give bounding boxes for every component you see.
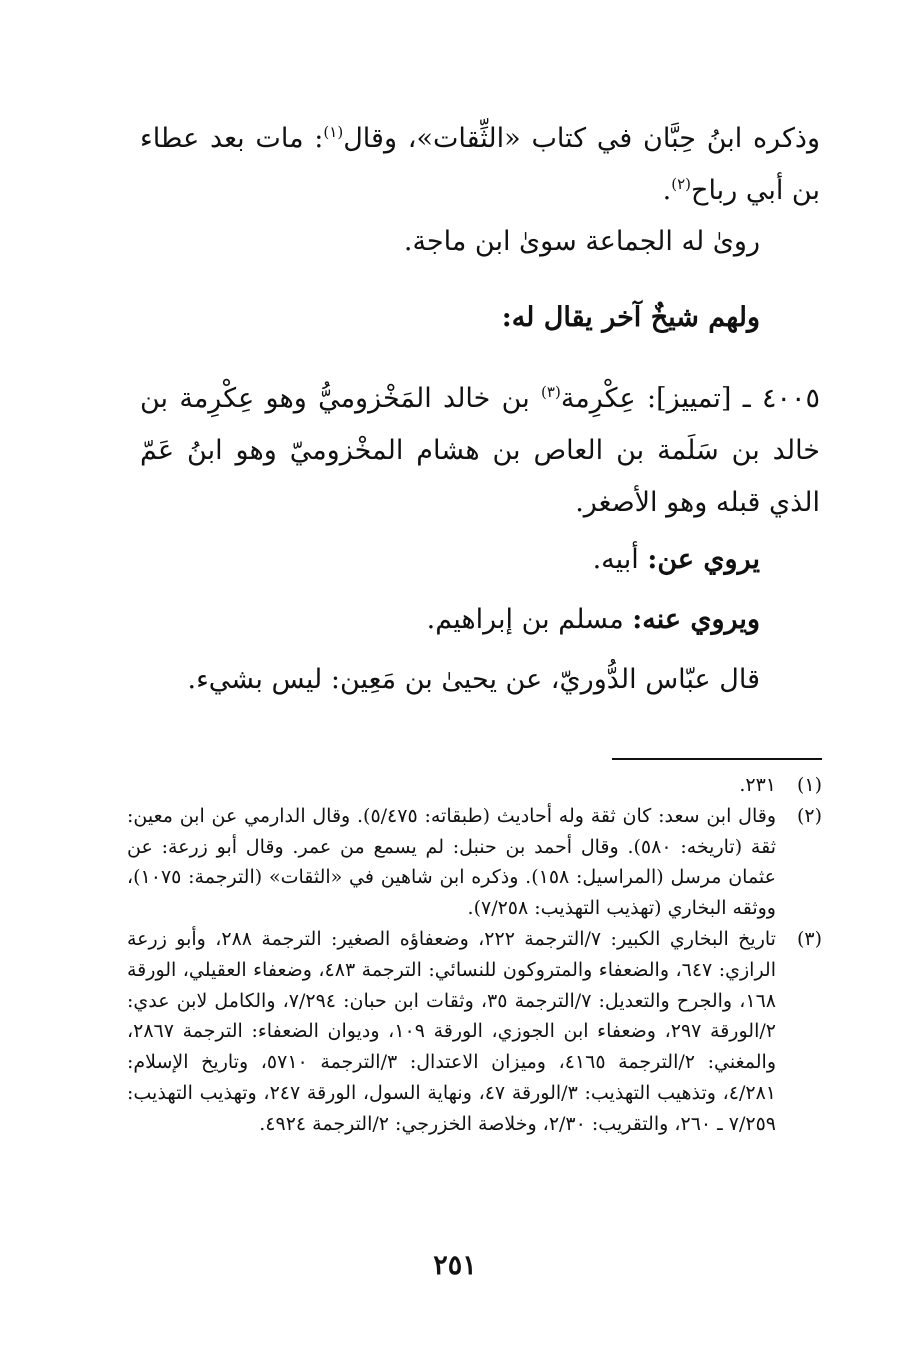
paragraph-1-text: وذكره ابنُ حِبَّان في كتاب «الثِّقات»، وقال <box>343 123 820 154</box>
narrated-by-line <box>427 600 760 640</box>
footnote-ref-3: (٣) <box>541 383 561 401</box>
footnote-number: (٢) <box>796 804 822 827</box>
paragraph-narrated-by-group: روىٰ له الجماعة سوىٰ ابن ماجة. <box>403 226 760 257</box>
footnote-text: ٢٣١. <box>739 774 776 796</box>
quote-line: قال عبّاس الدُّوريّ، عن يحيىٰ بن مَعِين: ليس بشيء. <box>187 664 760 695</box>
entry-description: بن خالد المَخْزوميُّ وهو عِكْرِمة بن خالد بن سَلَمة بن العاص بن هشام المخْزوميّ وهو ابنُ عَمّ الذي قبله وهو الأصغر. <box>140 383 820 518</box>
footnote-separator <box>612 758 822 760</box>
footnote-ref-1: (١) <box>323 123 344 141</box>
entry-number-and-name: ٤٠٠٥ ـ [تمييز]: عِكْرِمة <box>560 383 820 414</box>
footnote-2 <box>127 801 822 924</box>
paragraph-1-end: . <box>662 175 672 206</box>
footnotes <box>127 770 822 1140</box>
footnote-text: تاريخ البخاري الكبير: ٧/الترجمة ٢٢٢، وضعفاؤه الصغير: الترجمة ٢٨٨، وأبو زرعة الرازي: ٦٤٧، والضعفاء والمتروكون للنسائي: الترجمة ٤٨٣، وضعفاء العقيلي، الورقة ١٦٨، والجرح والتعديل: ٧/الترجمة ٣٥، وثقات ابن حبان: ٧/٢٩٤، والكامل لابن عدي: ٢/الورقة ٢٩٧، وضعفاء ابن الجوزي، الورقة ١٠٩، وديوان الضعفاء: الترجمة ٢٨٦٧، والمغني: ٢/الترجمة ٤١٦٥، وميزان الاعتدال: ٣/الترجمة ٥٧١٠، وتاريخ الإسلام: ٤/٢٨١، وتذهيب التهذيب: ٣/الورقة ٤٧، ونهاية السول، الورقة ٢٤٧، وتهذيب التهذيب: ٧/٢٥٩ ـ ٢٦٠، والتقريب: ٢/٣٠، وخلاصة الخزرجي: ٢/الترجمة ٤٩٢٤. <box>127 927 777 1135</box>
paragraph-ibn-hibban <box>140 113 820 217</box>
narrates-from-label: يروي عن: <box>647 544 760 575</box>
entry-4005 <box>140 373 820 529</box>
footnote-1 <box>127 770 822 801</box>
footnote-ref-2: (٢) <box>671 175 692 193</box>
narrated-by-value: مسلم بن إبراهيم. <box>426 604 633 635</box>
footnote-number: (١) <box>796 774 822 796</box>
footnote-number: (٣) <box>796 927 822 950</box>
paragraph-1-text-continued: : مات بعد عطاء بن أبي رباح <box>140 123 820 206</box>
footnote-3 <box>127 924 822 1140</box>
section-heading: ولهم شيخٌ آخر يقال له: <box>501 302 760 333</box>
narrates-from-value: أبيه. <box>592 544 648 575</box>
narrates-from-line <box>593 540 760 580</box>
narrated-by-label: ويروي عنه: <box>632 604 760 635</box>
footnote-text: وقال ابن سعد: كان ثقة وله أحاديث (طبقاته: ٥/٤٧٥). وقال الدارمي عن ابن معين: ثقة (تاريخه: ٥٨٠). وقال أحمد بن حنبل: لم يسمع من عمر. وقال أبو زرعة: عن عثمان مرسل (المراسيل: ١٥٨). وذكره ابن شاهين في «الثقات» (الترجمة: ١٠٧٥)، ووثقه البخاري (تهذيب التهذيب: ٧/٢٥٨). <box>127 804 776 920</box>
page-number: ٢٥١ <box>433 1250 477 1281</box>
